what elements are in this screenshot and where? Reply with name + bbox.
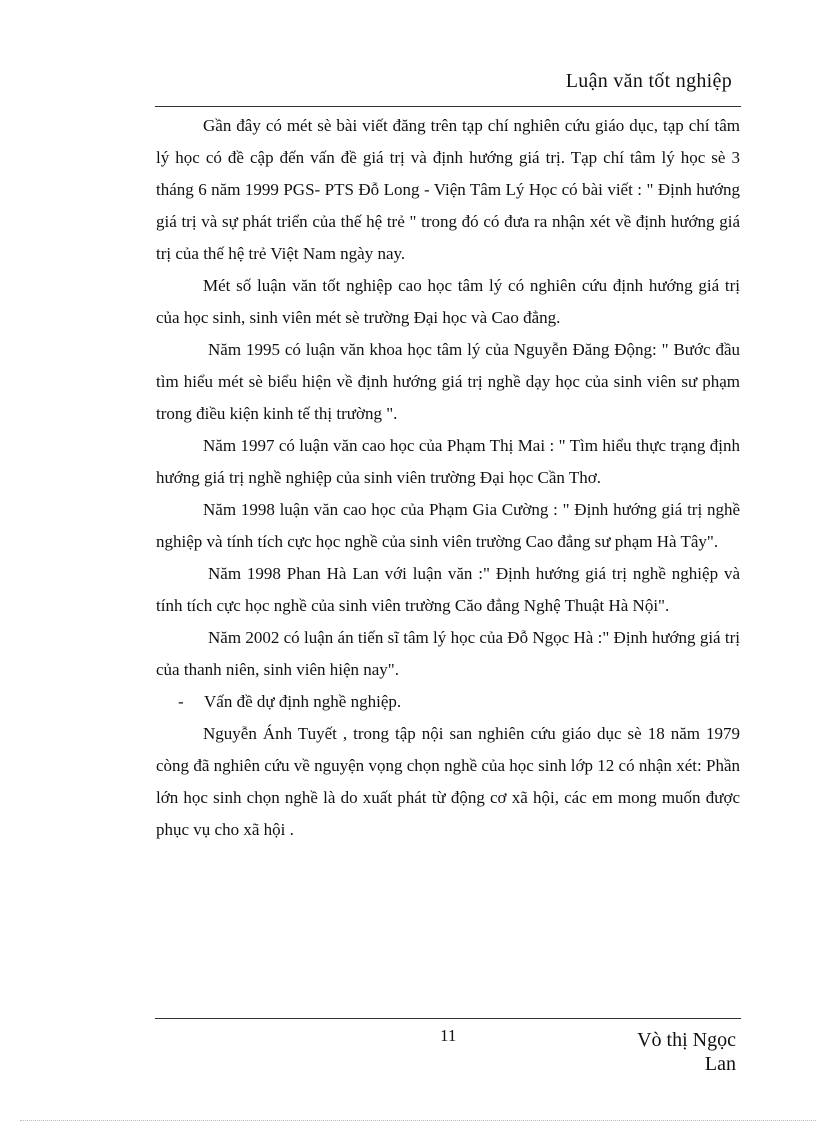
bullet-item [156, 686, 740, 718]
document-body [156, 110, 740, 846]
paragraph-4: Năm 1997 có luận văn cao học của Phạm Thị Mai : " Tìm hiểu thực trạng định hướng giá trị nghề nghiệp của sinh viên trường Đại học Cần Thơ. [156, 436, 740, 487]
paragraph-1: Gần đây có mét sè bài viết đăng trên tạp chí nghiên cứu giáo dục, tạp chí tâm lý học có đề cập đến vấn đề giá trị và định hướng giá trị. Tạp chí tâm lý học sè 3 tháng 6 năm 1999 PGS- PTS Đỗ Long - Viện Tâm Lý Học có bài viết : " Định hướng giá trị và sự phát triển của thế hệ trẻ " trong đó có đưa ra nhận xét về định hướng giá trị của thế hệ trẻ Việt Nam ngày nay. [156, 116, 740, 263]
paragraph-3: Năm 1995 có luận văn khoa học tâm lý của Nguyễn Đăng Động: " Bước đầu tìm hiểu mét sè biểu hiện về định hướng giá trị nghề dạy học của sinh viên sư phạm trong điều kiện kinh tế thị trường ". [156, 340, 740, 423]
author-line-1: Vò thị Ngọc [637, 1029, 736, 1051]
author-line-2: Lan [704, 1053, 736, 1075]
paragraph-6: Năm 1998 Phan Hà Lan với luận văn :" Định hướng giá trị nghề nghiệp và tính tích cực học nghề của sinh viên trường Căo đẳng Nghệ Thuật Hà Nội". [156, 564, 740, 615]
paragraph-7: Năm 2002 có luận án tiến sĩ tâm lý học của Đỗ Ngọc Hà :" Định hướng giá trị của thanh niên, sinh viên hiện nay". [156, 628, 740, 679]
footer-author [536, 1028, 736, 1076]
running-header-title: Luận văn tốt nghiệp [565, 70, 732, 92]
bullet-text: Vấn đề dự định nghề nghiệp. [204, 692, 402, 711]
page-edge-dotted-line [20, 1120, 816, 1121]
paragraph-8: Nguyễn Ánh Tuyết , trong tập nội san nghiên cứu giáo dục sè 18 năm 1979 còng đã nghiên cứu về nguyện vọng chọn nghề của học sinh lớp 12 có nhận xét: Phần lớn học sinh chọn nghề là do xuất phát từ động cơ xã hội, các em mong muốn được phục vụ cho xã hội . [156, 724, 740, 839]
footer-rule [155, 1018, 741, 1019]
paragraph-5: Năm 1998 luận văn cao học của Phạm Gia Cường : " Định hướng giá trị nghề nghiệp và tính tích cực học nghề của sinh viên trường Cao đẳng sư phạm Hà Tây". [156, 500, 740, 551]
header-rule [155, 106, 741, 107]
paragraph-2: Mét số luận văn tốt nghiệp cao học tâm lý có nghiên cứu định hướng giá trị của học sinh, sinh viên mét sè trường Đại học và Cao đẳng. [156, 276, 740, 327]
page-number: 11 [440, 1026, 457, 1045]
bullet-marker: - [178, 692, 184, 711]
